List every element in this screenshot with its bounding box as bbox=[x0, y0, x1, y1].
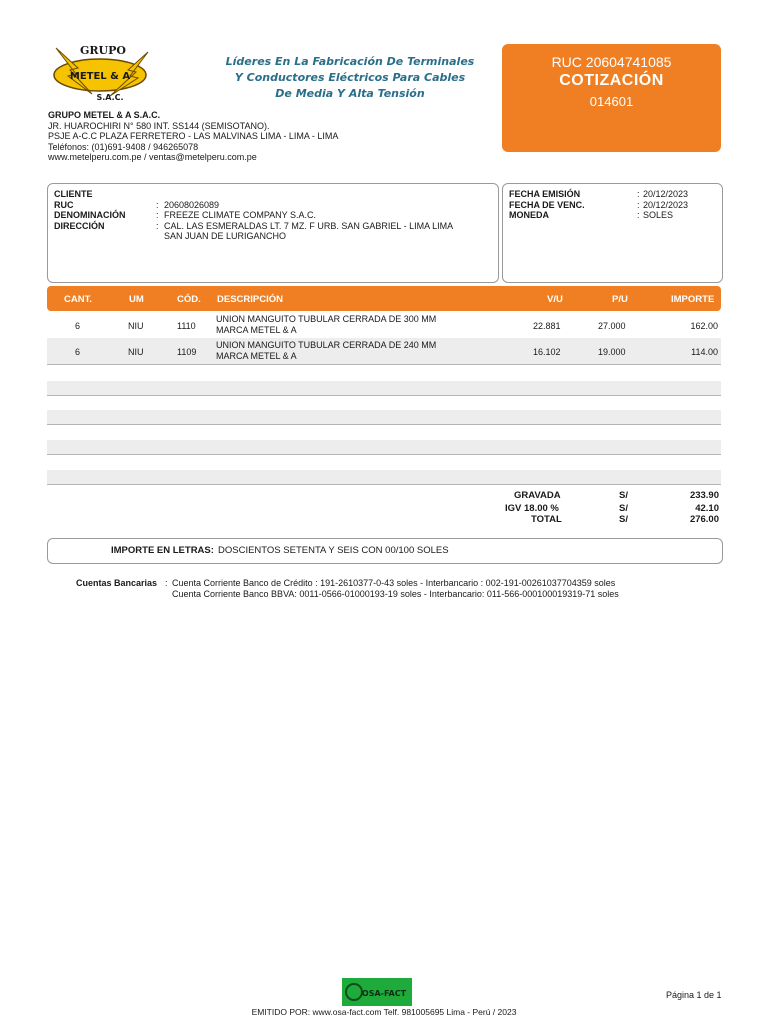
gravada-value: 233.90 bbox=[689, 490, 719, 501]
igv-label: IGV 18.00 % bbox=[505, 503, 559, 514]
total-label: TOTAL bbox=[531, 514, 562, 525]
colon: : bbox=[156, 199, 159, 210]
row-desc-2: MARCA METEL & A bbox=[216, 351, 297, 361]
due-date-value: 20/12/2023 bbox=[643, 199, 689, 210]
client-denom-value: FREEZE CLIMATE COMPANY S.A.C. bbox=[164, 210, 317, 220]
col-vu: V/U bbox=[547, 294, 563, 305]
empty-row bbox=[47, 440, 721, 454]
row-um: NIU bbox=[128, 321, 144, 331]
client-denom-label: DENOMINACIÓN bbox=[54, 210, 126, 220]
company-web: www.metelperu.com.pe / ventas@metelperu.com.pe bbox=[48, 152, 257, 162]
company-info bbox=[48, 110, 338, 163]
client-dir-line-1: CAL. LAS ESMERALDAS LT. 7 MZ. F URB. SAN GABRIEL - LIMA LIMA bbox=[164, 220, 454, 231]
empty-row bbox=[47, 410, 721, 424]
row-divider bbox=[47, 424, 721, 425]
row-importe: 114.00 bbox=[691, 347, 718, 357]
emission-date-label: FECHA EMISIÓN bbox=[509, 189, 581, 199]
tagline-line-2: Y Conductores Eléctricos Para Cables bbox=[234, 71, 466, 84]
currency-value: SOLES bbox=[643, 210, 674, 220]
table-row bbox=[47, 338, 721, 364]
col-cant: CANT. bbox=[64, 294, 92, 305]
issued-by: EMITIDO POR: www.osa-fact.com Telf. 981005695 Lima - Perú / 2023 bbox=[251, 1007, 517, 1017]
bank-line-2: Cuenta Corriente Banco BBVA: 0011-0566-01000193-19 soles - Interbancario: 011-566-000100019319-71 soles bbox=[172, 589, 619, 599]
items-table-header bbox=[47, 286, 721, 311]
colon: : bbox=[637, 189, 640, 199]
row-cod: 1109 bbox=[177, 347, 197, 357]
company-phones: Teléfonos: (01)691-9408 / 946265078 bbox=[48, 141, 199, 152]
row-divider bbox=[47, 484, 721, 485]
client-dir-label: DIRECCIÓN bbox=[54, 220, 105, 231]
document-type: COTIZACIÓN bbox=[559, 72, 664, 89]
tagline-line-3: De Media Y Alta Tensión bbox=[275, 87, 425, 100]
empty-row bbox=[47, 381, 721, 395]
colon: : bbox=[165, 578, 168, 588]
amount-in-words-value: DOSCIENTOS SETENTA Y SEIS CON 00/100 SOLES bbox=[218, 545, 449, 556]
table-row bbox=[47, 312, 721, 338]
colon: : bbox=[637, 210, 640, 220]
company-address-1: JR. HUAROCHIRI N° 580 INT. SS144 (SEMISOTANO). bbox=[48, 120, 270, 131]
currency-label: MONEDA bbox=[509, 210, 549, 220]
colon: : bbox=[637, 199, 640, 210]
page-number: Página 1 de 1 bbox=[666, 990, 722, 1000]
company-logo bbox=[48, 42, 158, 104]
gravada-label: GRAVADA bbox=[514, 490, 561, 501]
row-importe: 162.00 bbox=[690, 321, 718, 331]
logo-bottom-text: S.A.C. bbox=[96, 93, 124, 102]
issuer-ruc: RUC 20604741085 bbox=[551, 54, 672, 70]
igv-value: 42.10 bbox=[695, 503, 719, 514]
company-address-2: PSJE A-C.C PLAZA FERRETERO - LAS MALVINAS LIMA - LIMA - LIMA bbox=[48, 131, 339, 141]
row-um: NIU bbox=[128, 347, 144, 357]
company-tagline bbox=[200, 54, 500, 102]
amount-in-words-box bbox=[47, 538, 723, 564]
row-desc-1: UNION MANGUITO TUBULAR CERRADA DE 240 MM bbox=[216, 340, 437, 350]
osa-fact-text: OSA-FACT bbox=[361, 989, 407, 998]
row-divider bbox=[47, 364, 721, 365]
empty-row bbox=[47, 470, 721, 484]
client-box bbox=[47, 183, 499, 283]
colon: : bbox=[156, 220, 159, 231]
gravada-currency: S/ bbox=[619, 490, 628, 501]
emission-date-value: 20/12/2023 bbox=[643, 189, 689, 199]
row-cod: 1110 bbox=[177, 321, 196, 331]
col-importe: IMPORTE bbox=[671, 294, 715, 305]
document-header-box bbox=[502, 44, 721, 152]
row-desc-2: MARCA METEL & A bbox=[216, 325, 297, 335]
total-currency: S/ bbox=[619, 514, 628, 525]
row-vu: 22.881 bbox=[533, 321, 561, 331]
row-vu: 16.102 bbox=[533, 347, 561, 357]
client-label: CLIENTE bbox=[54, 189, 93, 199]
amount-in-words-label: IMPORTE EN LETRAS: bbox=[111, 545, 214, 556]
tagline-line-1: Líderes En La Fabricación De Terminales bbox=[225, 55, 475, 68]
col-cod: CÓD. bbox=[177, 294, 201, 305]
row-pu: 27.000 bbox=[598, 321, 626, 331]
col-desc: DESCRIPCIÓN bbox=[217, 294, 283, 305]
col-pu: P/U bbox=[612, 294, 628, 305]
row-cant: 6 bbox=[75, 347, 81, 357]
row-cant: 6 bbox=[75, 321, 81, 331]
due-date-label: FECHA DE VENC. bbox=[509, 199, 585, 210]
client-ruc-value: 20608026089 bbox=[164, 199, 220, 210]
dates-box bbox=[502, 183, 723, 283]
logo-middle-text: METEL & A bbox=[69, 71, 131, 82]
client-dir-line-2: SAN JUAN DE LURIGANCHO bbox=[164, 231, 287, 241]
company-name: GRUPO METEL & A S.A.C. bbox=[48, 110, 161, 120]
bank-label: Cuentas Bancarias bbox=[76, 578, 158, 588]
colon: : bbox=[156, 210, 159, 220]
osa-fact-logo bbox=[342, 978, 412, 1006]
row-divider bbox=[47, 395, 721, 396]
row-desc-1: UNION MANGUITO TUBULAR CERRADA DE 300 MM bbox=[216, 314, 437, 324]
row-divider bbox=[47, 454, 721, 455]
logo-top-text: GRUPO bbox=[80, 44, 126, 57]
row-pu: 19.000 bbox=[598, 347, 626, 357]
bank-line-1: Cuenta Corriente Banco de Crédito : 191-2610377-0-43 soles - Interbancario : 002-191-00261037704359 soles bbox=[172, 578, 616, 588]
document-number: 014601 bbox=[589, 94, 634, 109]
client-ruc-label: RUC bbox=[54, 199, 74, 210]
col-um: UM bbox=[129, 294, 144, 305]
igv-currency: S/ bbox=[619, 503, 628, 514]
total-value: 276.00 bbox=[689, 514, 719, 525]
